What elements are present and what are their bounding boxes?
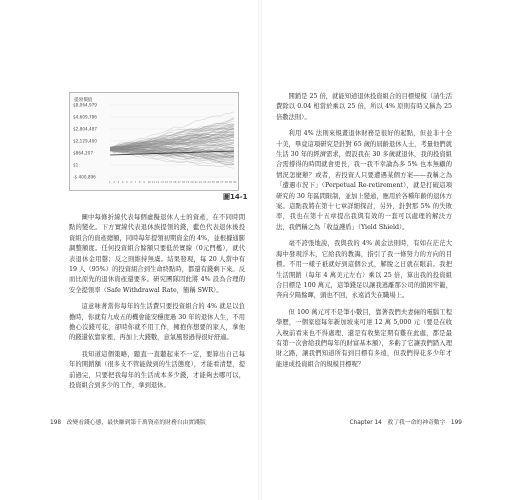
left-paragraph-1: 圖中每條折線代表每個虛擬退休人士的資產，在不同時間點的變化。下方實線代表退休族提領的錢，藍色代表退休後投資組合的資產總額，同時每年提領初期資金的 4%，並根據通膨調整額度。任何投資組合餘額只要低於實線（0元門檻），就代表退休金用罄；反之則維持無虞。結果發現，每 20 人當中有 19 人（95%）的投資組合到生命終點時，都還有錢剩下來。反而比原先的退休資產還要多。研究團隊因此將 4% 設為合理的安全提領率（Safe Withdrawal Rate，簡稱 SWR）。 [69, 214, 245, 294]
x-tick-label: 2 [113, 181, 115, 184]
x-tick-label: 22 [198, 181, 203, 184]
right-paragraph-2: 利用 4% 法則來規畫退休財務是很好的起點，但並非十全十美，畢竟這項研究是針對 65 歲的屆齡退休人士，考量他們就生活 30 年的經濟需求，假設我在 30 多歲就退休，我的投資組合需撐得的時間就會更長，我一我不幸論為多 5% 也本無顧的情況怎麼辦？或者，若投資人只要遭遇某個方案——我稱之為「遭遇市況下」（Perpetual Re-retirement），就是打破這項研究的 30 年區間限制，並加上變通，應用於各種年齡的退休方案。這點我將在第十七章詳細探討，另外，針對那 5% 的失敗率，我也在第十五章提出我與有效的一套可以處理的解決方法，我們稱之為「收益護盾」（Yield Shield）。 [276, 130, 452, 231]
y-tick-label: -$ 400,896 [73, 174, 96, 180]
y-tick-label: $2,804,487 [73, 126, 97, 132]
x-tick-label: 24 [207, 181, 211, 184]
x-tick-label: 30 [233, 181, 237, 184]
y-axis-title: 提領價值 [74, 98, 93, 103]
left-running-title: 改變看錢心態，最快賺到第千萬資產的財務自由實踐版 [66, 420, 206, 426]
right-footer [349, 417, 462, 426]
x-tick-label: 6 [130, 181, 133, 184]
x-tick-label: 18 [181, 181, 186, 184]
x-tick-label: 1 [109, 181, 111, 184]
right-running-title: 救了我一命的神奇數字 [387, 420, 446, 426]
x-tick-label: 26 [215, 181, 220, 184]
y-tick-label: $4,609,786 [73, 114, 97, 120]
x-tick-label: 16 [173, 181, 177, 184]
left-paragraph-2: 這意味著當你每年的生活費只要投資組合的 4% 就足以負擔時，你就有九成五的機會能安穩度過 30 年的退休人生，不用擔心沒錢可花，卻時你就不用工作，擁抱你想要的家人，拿他的錢還依靠家裡，再加上大錢數，意氣風發過得很好舒適。 [69, 303, 245, 342]
x-tick-label: 10 [147, 181, 151, 184]
book-gutter [258, 0, 262, 500]
x-tick-label: 3 [117, 181, 120, 184]
y-tick-label: $8,064,979 [73, 102, 97, 108]
left-paragraph-3: 我知道這個策略，聽直一直聽起來不一定，要算出自己每年的開銷額（很多支不管能做到的生活態度），才能看清楚，提前過完，只要把我每年的生活成本多少錢，才能夠去哪可以，投資組合到多少的工作，拿到退休。 [69, 350, 245, 390]
x-tick-label: 23 [203, 181, 207, 184]
x-tick-label: 7 [134, 181, 137, 184]
x-tick-label: 9 [143, 181, 145, 184]
right-paragraph-1: 開銷是 25 倍，就能知道退休投資組合的目標規模（請生活費除以 0.04 相當於乘以 25 倍，所以 4% 原則有時又稱為 25 倍數法則）。 [276, 93, 452, 121]
left-page-body [69, 213, 245, 398]
left-footer [50, 417, 206, 426]
y-tick-label: $2,129,400 [73, 138, 97, 144]
x-tick-label: 25 [211, 181, 215, 184]
x-tick-label: 14 [164, 181, 168, 184]
line-chart [70, 93, 238, 190]
x-tick-label: 11 [151, 181, 156, 184]
figure-label: 圖14-1 [223, 193, 248, 201]
y-tick-label: $864,207 [73, 150, 93, 156]
x-tick-label: 28 [224, 181, 228, 184]
right-page-number: 199 [450, 420, 462, 426]
figure-chart [69, 92, 239, 191]
left-page-number: 198 [50, 420, 62, 426]
x-tick-label: 5 [126, 181, 128, 184]
x-tick-label: 21 [194, 181, 198, 184]
x-tick-label: 29 [228, 181, 233, 184]
x-tick-label: 19 [185, 181, 190, 184]
right-chapter-label: Chapter 14 [349, 420, 382, 426]
x-tick-label: 27 [220, 181, 224, 184]
right-page-body [276, 92, 452, 376]
x-tick-label: 17 [177, 181, 181, 184]
x-tick-label: 20 [190, 181, 194, 184]
y-tick-label: $1 [73, 162, 79, 168]
x-tick-label: 13 [160, 181, 164, 184]
x-tick-label: 15 [168, 181, 173, 184]
right-paragraph-4: 但 100 萬元可不是筆小數目，靠著我們夫妻倆的電腦工程學歷，一個家庭每年新加坡來可達 12 萬 5,000 元（要是在收入稅前看來也不得處理、還是有收集定期有雞在此處，都是最有第一次會給我們每年的財富基本額），多虧了它讓我們踏入理財之路，讓我們知道所有到目標有多遠，但我們得花多少年才能達成投資組合的規模目標呢？ [276, 308, 452, 368]
right-paragraph-3: 毫不誇張地說，我與我的 4% 黃金法則時，有如在茫茫大海中發現浮木，它給我的教誨，指引了我一條努力的方向的目標。不用一樣子祇就好到這個公式，解脫之日就在眼前。我把生活開銷（每年 4 萬美元左右）乘以 25 倍，算出我的投資組合目標是 100 萬元，這筆錢足以讓我逃離那公司的鎖困牢籠，奔向夕陽餘暉，頭也不回，永遠消失在職場上。 [276, 240, 452, 300]
x-tick-label: 8 [138, 181, 141, 184]
x-tick-label: 4 [121, 181, 124, 184]
x-tick-label: 12 [156, 181, 160, 184]
